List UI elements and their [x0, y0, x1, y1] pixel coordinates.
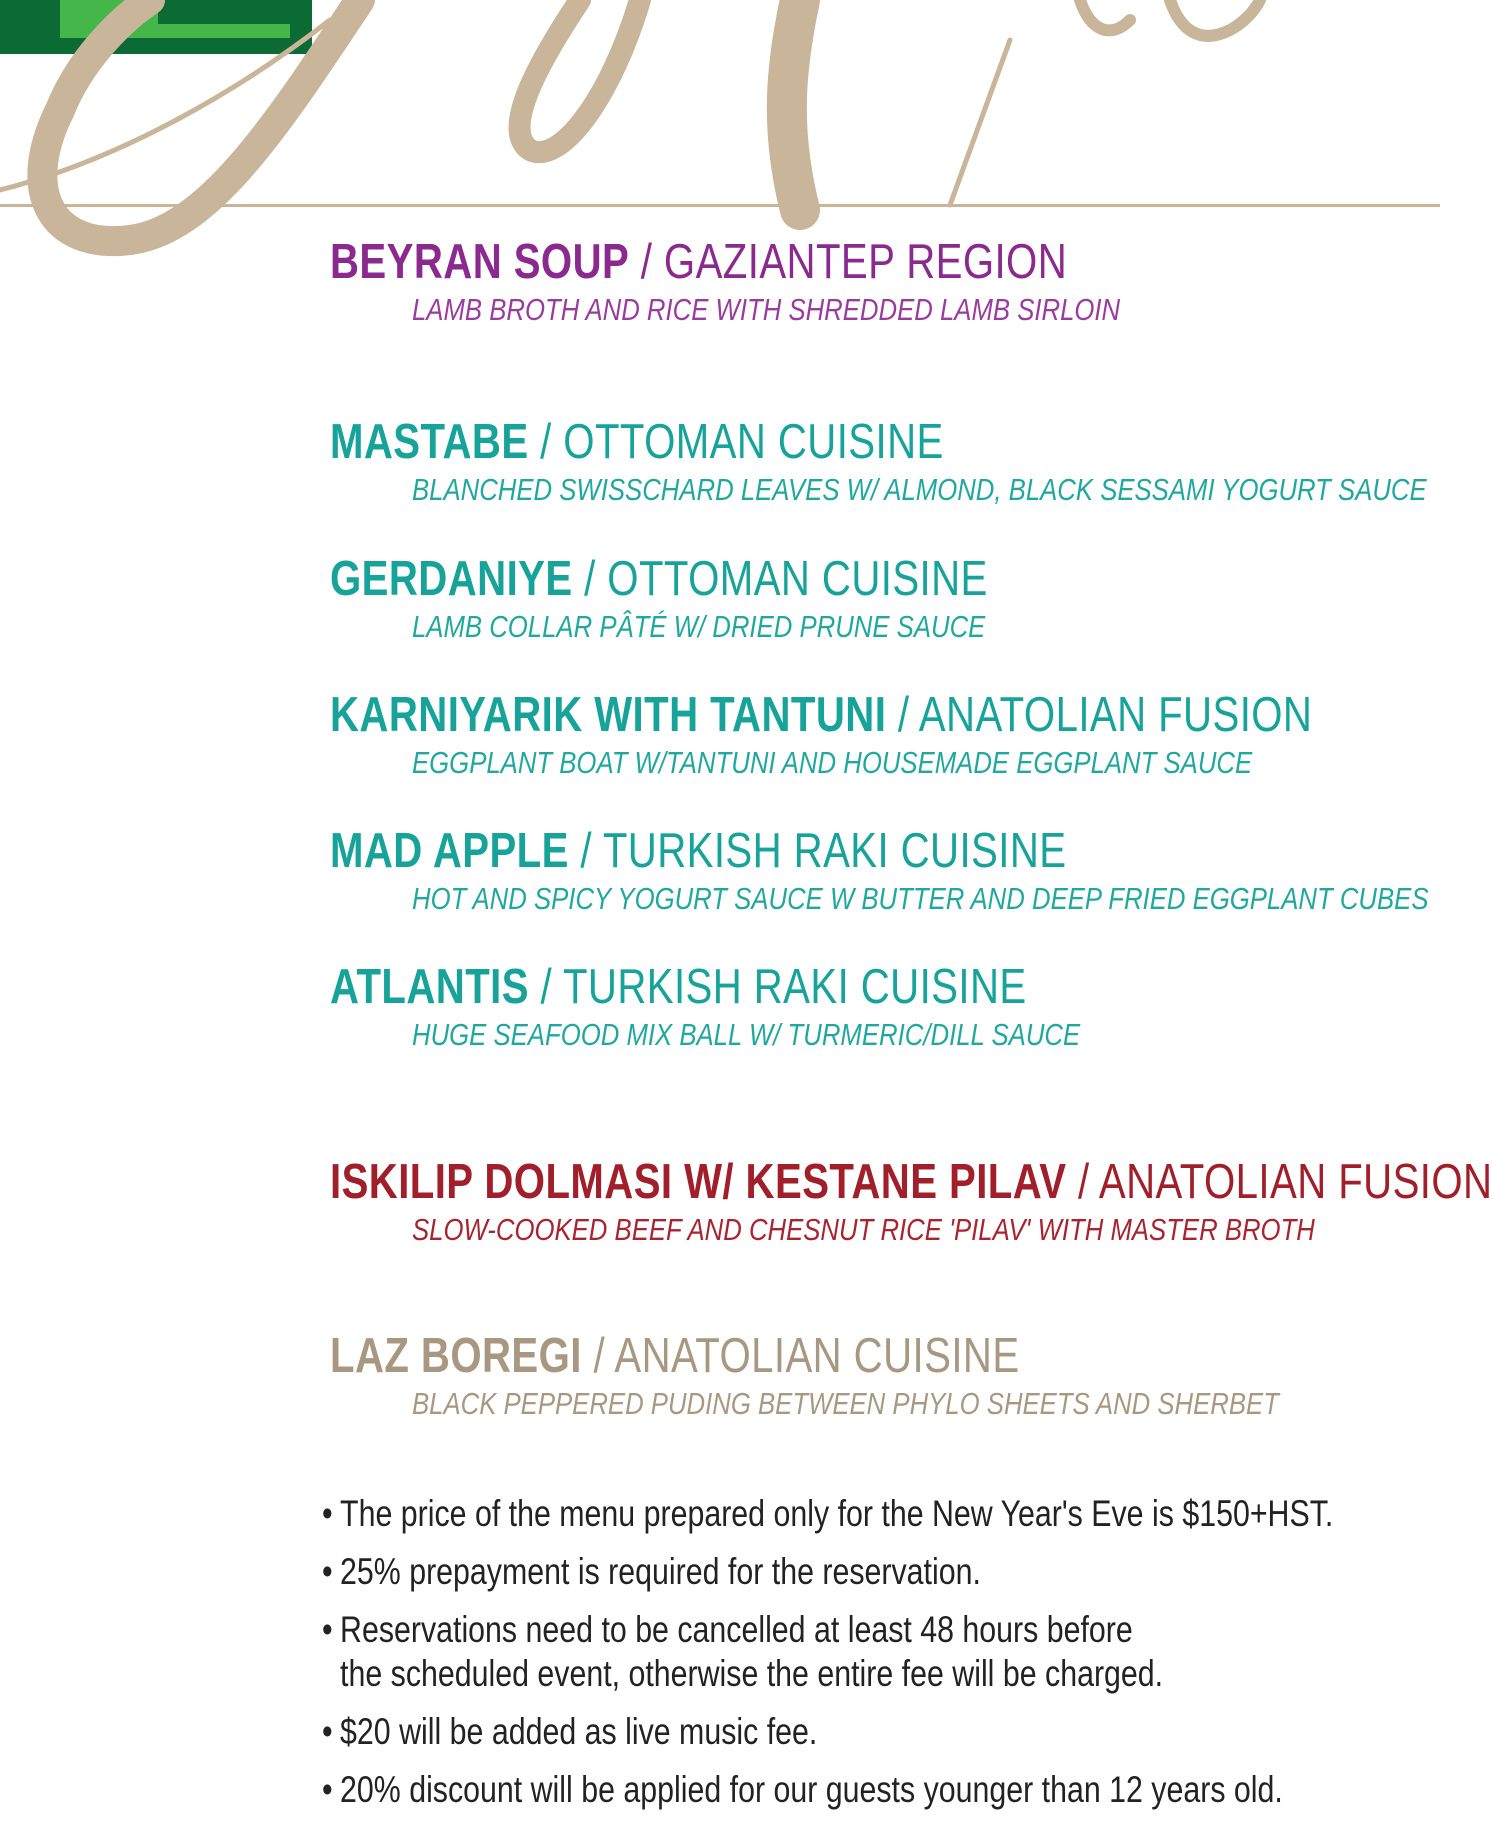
bullet: • [322, 1769, 333, 1810]
menu-item-laz-boregi [330, 1328, 1410, 1424]
header-rule [0, 204, 1440, 207]
menu-item-title [330, 823, 1216, 879]
note-text: 20% discount will be applied for our guests younger than 12 years old. [340, 1769, 1283, 1810]
title-separator: / [568, 824, 603, 878]
menu-item-title [330, 1154, 1492, 1210]
title-separator: / [1066, 1155, 1099, 1209]
menu-notes [322, 1492, 1422, 1826]
title-separator: / [528, 960, 563, 1014]
menu-item-title [330, 234, 1216, 290]
title-separator: / [629, 235, 664, 289]
dish-name: BEYRAN SOUP [330, 235, 630, 289]
dish-name: MASTABE [330, 415, 529, 469]
dish-region: ANATOLIAN FUSION [918, 688, 1313, 742]
dish-region: TURKISH RAKI CUISINE [602, 824, 1067, 878]
title-separator: / [572, 552, 608, 606]
note-cancellation [322, 1608, 1224, 1696]
note-text: 25% prepayment is required for the reservation. [340, 1551, 981, 1592]
menu-item-title [330, 551, 1216, 607]
menu-item-title [330, 687, 1313, 743]
note-discount [322, 1768, 1283, 1812]
dish-region: ANATOLIAN CUISINE [614, 1329, 1020, 1383]
dish-description: SLOW-COOKED BEEF AND CHESNUT RICE 'PILAV' WITH MASTER BROTH [412, 1212, 1315, 1247]
title-separator: / [581, 1329, 615, 1383]
dish-description: BLANCHED SWISSCHARD LEAVES W/ ALMOND, BLACK SESSAMI YOGURT SAUCE [412, 472, 1427, 507]
menu-item-beyran-soup [330, 234, 1410, 330]
dish-region: TURKISH RAKI CUISINE [562, 960, 1027, 1014]
dish-description: EGGPLANT BOAT W/TANTUNI AND HOUSEMADE EGGPLANT SAUCE [412, 745, 1253, 780]
menu-item-mad-apple [330, 823, 1429, 919]
dish-description: LAMB BROTH AND RICE WITH SHREDDED LAMB SIRLOIN [412, 292, 1121, 327]
menu-item-title [330, 414, 1216, 470]
bullet: • [322, 1609, 333, 1650]
dish-region: ANATOLIAN FUSION [1098, 1155, 1492, 1209]
dish-name: ISKILIP DOLMASI W/ KESTANE PILAV [330, 1155, 1067, 1209]
bullet: • [322, 1551, 333, 1592]
dish-description: HOT AND SPICY YOGURT SAUCE W BUTTER AND DEEP FRIED EGGPLANT CUBES [412, 881, 1429, 916]
menu-item-title [330, 1328, 1216, 1384]
menu-script-decoration [0, 0, 1440, 260]
bullet: • [322, 1711, 333, 1752]
dish-region: OTTOMAN CUISINE [607, 552, 988, 606]
menu-item-karniyarik [330, 687, 1410, 783]
note-prepayment [322, 1550, 1224, 1594]
dish-name: LAZ BOREGI [330, 1329, 582, 1383]
dish-region: OTTOMAN CUISINE [563, 415, 944, 469]
note-text: $20 will be added as live music fee. [340, 1711, 818, 1752]
menu-item-atlantis [330, 959, 1410, 1055]
title-separator: / [886, 688, 919, 742]
dish-name: ATLANTIS [330, 960, 529, 1014]
note-text: Reservations need to be cancelled at least 48 hours before [340, 1609, 1133, 1650]
bullet: • [322, 1493, 333, 1534]
menu-item-gerdaniye [330, 551, 1410, 647]
menu-item-mastabe [330, 414, 1427, 510]
note-text: The price of the menu prepared only for the New Year's Eve is $150+HST. [340, 1493, 1334, 1534]
dish-region: GAZIANTEP REGION [663, 235, 1068, 289]
menu-item-iskilip-dolmasi [330, 1154, 1492, 1250]
title-separator: / [528, 415, 564, 469]
dish-description: LAMB COLLAR PÂTÉ W/ DRIED PRUNE SAUCE [412, 609, 986, 644]
dish-name: KARNIYARIK WITH TANTUNI [330, 688, 887, 742]
note-text-continued: the scheduled event, otherwise the entire fee will be charged. [340, 1653, 1164, 1694]
dish-name: GERDANIYE [330, 552, 573, 606]
dish-description: HUGE SEAFOOD MIX BALL W/ TURMERIC/DILL SAUCE [412, 1017, 1081, 1052]
dish-description: BLACK PEPPERED PUDING BETWEEN PHYLO SHEETS AND SHERBET [412, 1386, 1279, 1421]
menu-item-title [330, 959, 1216, 1015]
dish-name: MAD APPLE [330, 824, 569, 878]
note-price [322, 1492, 1334, 1536]
note-music-fee [322, 1710, 1224, 1754]
